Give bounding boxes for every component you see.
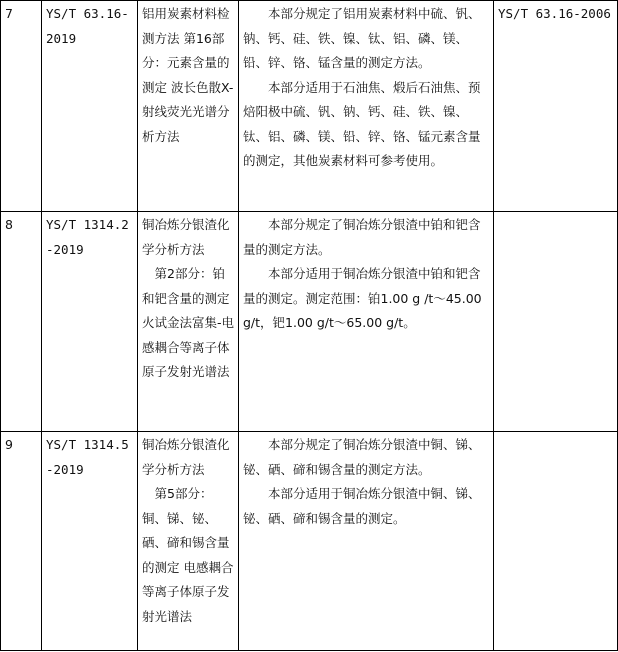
standard-name — [138, 432, 239, 651]
standard-scope — [239, 1, 494, 212]
row-index: 9 — [1, 432, 42, 651]
replaced-standard — [494, 212, 618, 432]
standard-name-part: 铜冶炼分银渣化学分析方法 — [142, 437, 230, 477]
standard-name-part: 第5部分：铜、锑、铋、硒、碲和锡含量的测定 电感耦合等离子体原子发射光谱法 — [142, 486, 234, 624]
row-index: 8 — [1, 212, 42, 432]
standard-name-part: 铝用炭素材料检测方法 第16部分：元素含量的测定 波长色散X-射线荧光光谱分析方法 — [142, 6, 234, 144]
standard-code: YS/T 1314.5-2019 — [42, 432, 138, 651]
scope-paragraph: 本部分规定了铜冶炼分银渣中铜、锑、铋、硒、碲和锡含量的测定方法。 — [243, 437, 481, 477]
standard-name-part: 铜冶炼分银渣化学分析方法 — [142, 217, 230, 257]
scope-paragraph: 本部分适用于石油焦、煅后石油焦、预焙阳极中硫、钒、钠、钙、硅、铁、镍、钛、铝、磷、镁、铅、锌、铬、锰元素含量的测定，其他炭素材料可参考使用。 — [243, 79, 481, 168]
standard-code: YS/T 1314.2-2019 — [42, 212, 138, 432]
standard-code: YS/T 63.16-2019 — [42, 1, 138, 212]
standard-name-part: 第2部分：铂和钯含量的测定 火试金法富集-电感耦合等离子体原子发射光谱法 — [142, 266, 235, 379]
scope-paragraph: 本部分适用于铜冶炼分银渣中铂和钯含量的测定。测定范围：铂1.00 g /t～45.00 g/t，钯1.00 g/t～65.00 g/t。 — [243, 266, 482, 330]
table-row — [1, 1, 618, 212]
replaced-standard — [494, 432, 618, 651]
scope-paragraph: 本部分适用于铜冶炼分银渣中铜、锑、铋、硒、碲和锡含量的测定。 — [243, 486, 481, 526]
standard-scope — [239, 212, 494, 432]
standard-name — [138, 212, 239, 432]
scope-paragraph: 本部分规定了铝用炭素材料中硫、钒、钠、钙、硅、铁、镍、钛、铝、磷、镁、铅、锌、铬、锰含量的测定方法。 — [243, 6, 481, 70]
table-row — [1, 212, 618, 432]
table-row — [1, 432, 618, 651]
replaced-standard: YS/T 63.16-2006 — [494, 1, 618, 212]
row-index: 7 — [1, 1, 42, 212]
scope-paragraph: 本部分规定了铜冶炼分银渣中铂和钯含量的测定方法。 — [243, 217, 481, 257]
standard-scope — [239, 432, 494, 651]
standard-name — [138, 1, 239, 212]
